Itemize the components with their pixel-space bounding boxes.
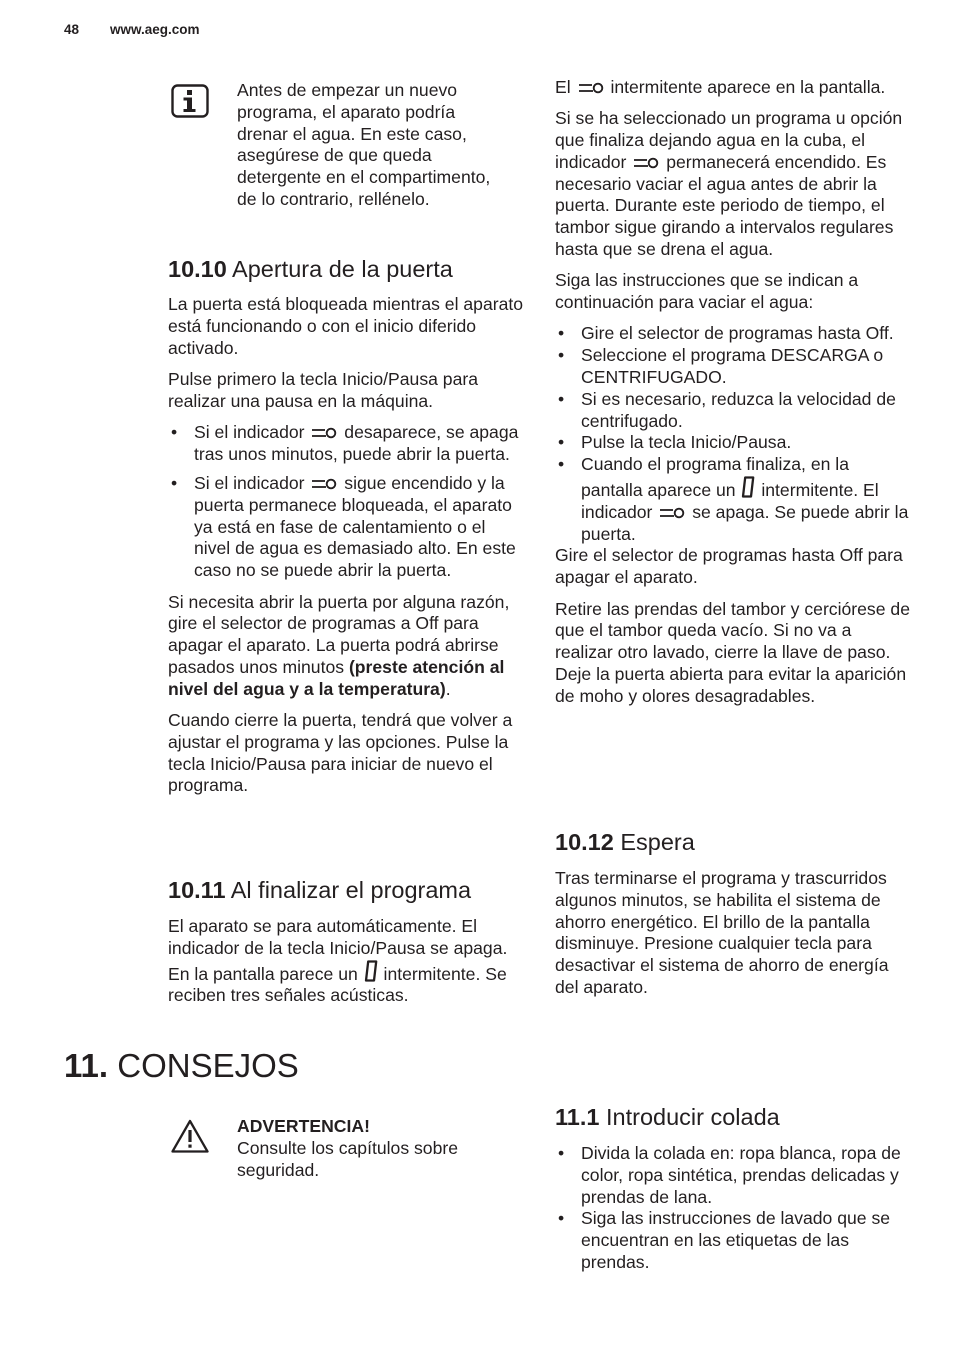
paragraph-text: . — [445, 678, 451, 699]
section-title-10-10 — [168, 255, 453, 283]
bold-note: (preste atención al nivel del agua y a la temperatura) — [168, 656, 505, 699]
section-10-11-body — [168, 916, 524, 1007]
website-link[interactable]: www.aeg.com — [110, 22, 200, 37]
paragraph — [555, 77, 911, 99]
section-number: 11.1 — [555, 1104, 600, 1130]
list-item — [555, 454, 911, 545]
door-lock-icon — [633, 156, 659, 170]
page-number: 48 — [64, 22, 80, 37]
list-item: • Seleccione el programa DESCARGA o CENTRIFUGADO. — [555, 345, 911, 389]
list-item: • Gire el selector de programas hasta Off. — [555, 323, 911, 345]
section-title-text: Al finalizar el programa — [230, 877, 472, 903]
display-zero-icon — [741, 476, 755, 498]
section-number: 10.10 — [168, 256, 227, 282]
list-item-text: desaparece, se apaga tras unos minutos, puede abrir la puerta. — [194, 421, 519, 464]
paragraph-text: El aparato se para automáticamente. El indicador de la tecla Inicio/Pausa se apaga. En la pantalla parece un — [168, 916, 508, 984]
list-item — [168, 473, 524, 582]
paragraph: Cuando cierre la puerta, tendrá que volver a ajustar el programa y las opciones. Pulse la tecla Inicio/Pausa para iniciar de nuevo el programa. — [168, 710, 513, 796]
paragraph-text: permanecerá encendido. Es necesario vaciar el agua antes de abrir la puerta. Durante este periodo de tiempo, el tambor sigue girando a intervalos regulares hasta que se drena el agua. — [555, 151, 894, 260]
list-item: • Pulse la tecla Inicio/Pausa. — [555, 432, 911, 454]
list-item-text: intermitente. El indicador — [581, 480, 879, 522]
list-item-text: Si el indicador — [194, 473, 305, 494]
paragraph: La puerta está bloqueada mientras el aparato está funcionando o con el inicio diferido activado. — [168, 294, 524, 358]
list-item-text: sigue encendido y la puerta permanece bloqueada, el aparato ya está en fase de calentamiento o el nivel de agua es demasiado alto. En este caso no se puede abrir la puerta. — [194, 473, 516, 581]
info-icon — [171, 84, 209, 118]
chapter-title-text: CONSEJOS — [117, 1047, 299, 1084]
paragraph: Retire las prendas del tambor y cerciórese de que el tambor queda vacío. Si no va a realizar otro lavado, cierre la llave de paso. Deje la puerta abierta para evitar la aparición de moho y olores desagradables. — [555, 598, 910, 706]
paragraph-text: intermitente aparece en la pantalla. — [610, 77, 886, 97]
bullet-list — [555, 1143, 915, 1274]
bullet-list — [555, 323, 911, 545]
paragraph: Tras terminarse el programa y trascurridos algunos minutos, se habilita el sistema de ahorro energético. El brillo de la pantalla disminuye. Presione cualquier tecla para desactivar el sistema de ahorro de energía del aparato. — [555, 868, 889, 997]
list-item-text: se apaga. Se puede abrir la puerta. — [581, 501, 909, 544]
display-zero-icon — [364, 960, 378, 982]
section-title-text: Introducir colada — [605, 1104, 780, 1130]
section-title-10-11 — [168, 876, 471, 904]
list-item: • Si es necesario, reduzca la velocidad de centrifugado. — [555, 389, 911, 433]
warning-title: ADVERTENCIA! — [237, 1116, 370, 1136]
paragraph: Siga las instrucciones que se indican a continuación para vaciar el agua: — [555, 270, 859, 313]
paragraph: Gire el selector de programas hasta Off para apagar el aparato. — [555, 545, 903, 588]
section-title-10-12 — [555, 828, 695, 856]
paragraph-text: El — [555, 77, 571, 97]
paragraph — [168, 916, 524, 1007]
chapter-number: 11. — [64, 1047, 109, 1084]
section-title-text: Espera — [620, 829, 695, 855]
section-10-12-body — [555, 868, 911, 999]
paragraph — [168, 592, 524, 701]
bullet-list — [168, 422, 524, 582]
list-item: • Siga las instrucciones de lavado que se encuentran en las etiquetas de las prendas. — [555, 1208, 915, 1273]
info-note — [237, 80, 497, 211]
list-item-text: Cuando el programa finaliza, en la pantalla aparece un — [581, 454, 849, 501]
list-item-text: Si el indicador — [194, 421, 305, 442]
info-note-text: Antes de empezar un nuevo programa, el aparato podría drenar el agua. En este caso, asegúrese de que queda detergente en el compartimento, de lo contrario, rellénelo. — [237, 80, 491, 209]
door-lock-icon — [578, 81, 604, 95]
paragraph-text: Si necesita abrir la puerta por alguna razón, gire el selector de programas a Off para apagar el aparato. La puerta podrá abrirse pasados unos minutos — [168, 591, 510, 677]
warning-text: Consulte los capítulos sobre seguridad. — [237, 1137, 459, 1180]
door-lock-icon — [311, 477, 337, 491]
section-title-11-1 — [555, 1103, 780, 1131]
section-number: 10.11 — [168, 877, 226, 903]
list-item: • Divida la colada en: ropa blanca, ropa de color, ropa sintética, prendas delicadas y prendas de lana. — [555, 1143, 915, 1208]
section-10-10-body — [168, 294, 524, 807]
list-item — [168, 422, 524, 466]
paragraph-text: Si se ha seleccionado un programa u opción que finaliza dejando agua en la cuba, el indicador — [555, 108, 903, 172]
warning-note — [237, 1116, 507, 1181]
section-title-text: Apertura de la puerta — [232, 256, 453, 282]
paragraph: Pulse primero la tecla Inicio/Pausa para realizar una pausa en la máquina. — [168, 368, 479, 411]
warning-icon — [170, 1118, 210, 1154]
paragraph-text: intermitente. Se reciben tres señales acústicas. — [168, 963, 507, 1006]
door-lock-icon — [311, 426, 337, 440]
chapter-title — [64, 1046, 299, 1086]
section-number: 10.12 — [555, 829, 614, 855]
door-lock-icon — [659, 506, 685, 520]
section-11-1-body — [555, 1143, 915, 1283]
paragraph — [555, 108, 911, 261]
section-10-11-continued — [555, 77, 911, 717]
